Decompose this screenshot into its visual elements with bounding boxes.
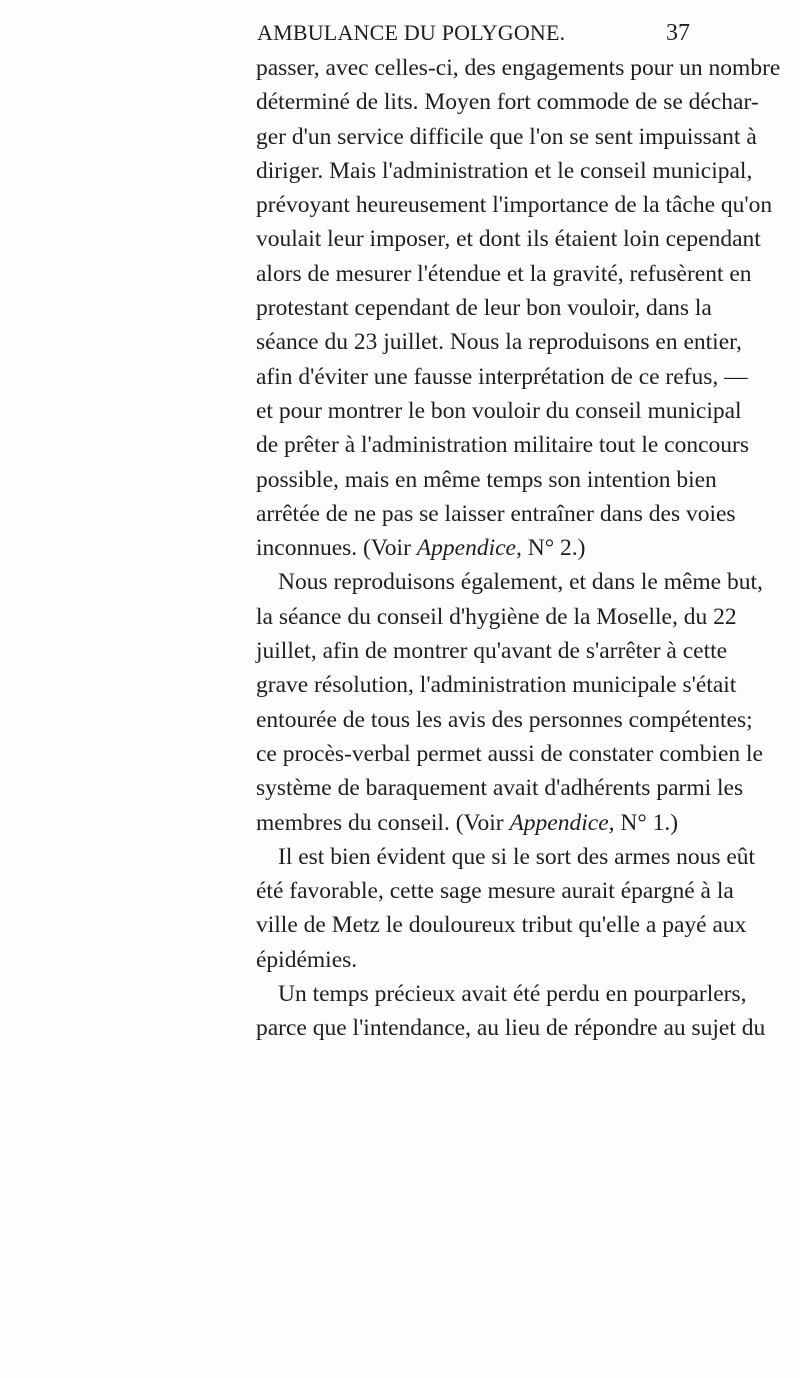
text-line: possible, mais en même temps son intention bien <box>256 466 717 493</box>
text-line: prévoyant heureusement l'importance de la tâche qu'on <box>256 192 773 219</box>
text-line: système de baraquement avait d'adhérents parmi les <box>256 775 744 802</box>
text-line: ce procès-verbal permet aussi de constater combien le <box>256 740 763 767</box>
text-line: juillet, afin de montrer qu'avant de s'arrêter à cette <box>256 638 728 665</box>
text-line: diriger. Mais l'administration et le conseil municipal, <box>256 157 753 184</box>
text-line-with-reference <box>256 531 700 565</box>
text-line: passer, avec celles-ci, des engagements pour un nombre <box>256 55 781 81</box>
text-line: été favorable, cette sage mesure aurait épargné à la <box>256 878 734 905</box>
text-line: épidémies. <box>256 946 358 973</box>
page-number: 37 <box>666 20 690 46</box>
appendix-reference: Appendice, <box>416 535 522 562</box>
text-line-paragraph-start: Nous reproduisons également, et dans le même but, <box>278 569 763 596</box>
text-line-paragraph-start: Un temps précieux avait été perdu en pourparlers, <box>278 981 747 1008</box>
text-line: et pour montrer le bon vouloir du conseil municipal <box>256 397 742 424</box>
text-segment: N° 2.) <box>521 535 586 562</box>
text-line: parce que l'intendance, au lieu de répondre au sujet du <box>256 1015 766 1042</box>
text-line: voulait leur imposer, et dont ils étaient loin cependant <box>256 226 761 253</box>
body-text <box>256 51 781 1046</box>
text-line: entourée de tous les avis des personnes compétentes; <box>256 706 753 733</box>
text-line: protestant cependant de leur bon vouloir, dans la <box>256 295 712 322</box>
running-header <box>0 17 800 49</box>
text-line: ville de Metz le douloureux tribut qu'elle a payé aux <box>256 912 747 939</box>
text-line: ger d'un service difficile que l'on se sent impuissant à <box>256 123 757 150</box>
text-line: arrêtée de ne pas se laisser entraîner dans des voies <box>256 500 736 527</box>
running-title: AMBULANCE DU POLYGONE. <box>257 20 566 45</box>
text-segment: inconnues. (Voir <box>256 535 417 562</box>
text-line: séance du 23 juillet. Nous la reproduisons en entier, <box>256 329 742 356</box>
text-line: la séance du conseil d'hygiène de la Moselle, du 22 <box>256 603 737 630</box>
text-segment: N° 1.) <box>614 809 679 836</box>
text-line: grave résolution, l'administration municipale s'était <box>256 672 737 699</box>
text-line: alors de mesurer l'étendue et la gravité, refusèrent en <box>256 260 752 287</box>
text-segment: membres du conseil. (Voir <box>256 809 510 836</box>
text-line: déterminé de lits. Moyen fort commode de se déchar- <box>256 89 759 116</box>
text-line-with-reference <box>256 806 700 840</box>
text-line-paragraph-start: Il est bien évident que si le sort des armes nous eût <box>278 843 756 870</box>
text-line: afin d'éviter une fausse interprétation de ce refus, — <box>256 363 748 390</box>
text-line: de prêter à l'administration militaire tout le concours <box>256 432 750 459</box>
appendix-reference: Appendice, <box>509 809 615 836</box>
